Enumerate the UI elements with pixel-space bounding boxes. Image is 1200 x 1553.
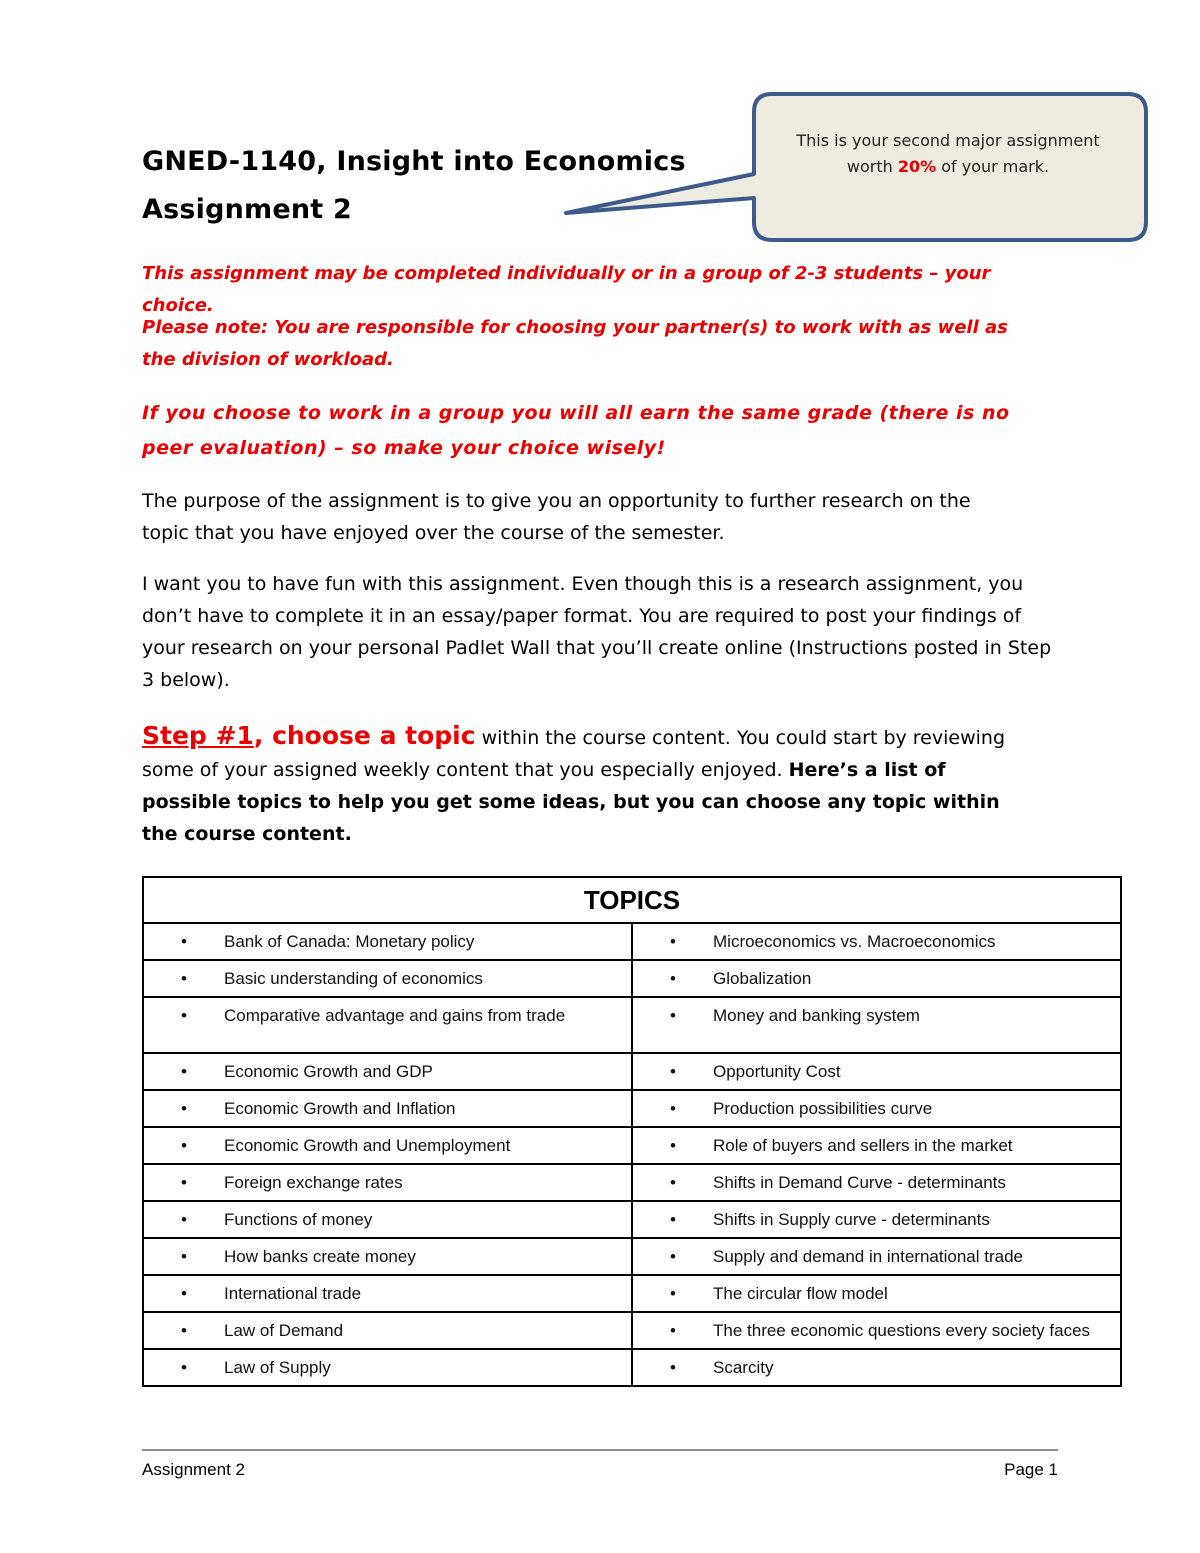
bullet-icon: • [181, 1358, 187, 1377]
bullet-icon: • [181, 1062, 187, 1081]
bullet-icon: • [670, 1210, 676, 1229]
table-cell [632, 1201, 1121, 1238]
group-choice-note: This assignment may be completed individually or in a group of 2-3 students – your choice. [142, 263, 991, 316]
bullet-icon: • [181, 1006, 187, 1025]
step1-bold-text: Here’s a list of possible topics to help you get some ideas, but you can choose any topic within the course content [142, 759, 1000, 845]
callout-percent: 20% [897, 157, 937, 176]
table-cell [143, 1127, 632, 1164]
bullet-icon: • [181, 1321, 187, 1340]
step1-action: choose a topic [263, 721, 476, 750]
fun-paragraph: I want you to have fun with this assignment. Even though this is a research assignment, you don’t have to complete it in an essay/paper format. You are required to post your findings of your research on your personal Padlet Wall that you’ll create online (Instructions posted in Step 3 below). [142, 573, 1052, 691]
topics-body [143, 923, 1121, 1386]
table-cell [143, 1275, 632, 1312]
table-cell [143, 1349, 632, 1386]
table-cell [632, 1238, 1121, 1275]
topic-item: Role of buyers and sellers in the market [713, 1136, 1013, 1155]
topic-item: Scarcity [713, 1358, 774, 1377]
topic-item: Globalization [713, 969, 812, 988]
table-cell [143, 997, 632, 1053]
purpose-paragraph: The purpose of the assignment is to give you an opportunity to further research on the topic that you have enjoyed over the course of the semester. [142, 490, 971, 544]
topic-item: Money and banking system [713, 1006, 920, 1025]
table-cell [632, 1090, 1121, 1127]
bullet-icon: • [181, 932, 187, 951]
table-row [143, 1238, 1121, 1275]
table-row [143, 923, 1121, 960]
footer-left: Assignment 2 [142, 1460, 245, 1479]
topic-item: Economic Growth and Inflation [224, 1099, 456, 1118]
table-row [143, 1275, 1121, 1312]
bullet-icon: • [670, 1006, 676, 1025]
topic-item: Supply and demand in international trade [713, 1247, 1023, 1266]
bullet-icon: • [670, 1358, 676, 1377]
table-cell [143, 1164, 632, 1201]
callout-line2: worth 20% of your mark. [846, 157, 1050, 176]
bullet-icon: • [670, 1321, 676, 1340]
table-cell [632, 960, 1121, 997]
group-warning: If you choose to work in a group you will all earn the same grade (there is no peer evaluation) – so make your choice wisely! [142, 402, 1010, 459]
table-cell [143, 960, 632, 997]
topic-item: Economic Growth and Unemployment [224, 1136, 511, 1155]
bullet-icon: • [181, 1247, 187, 1266]
step1-label: Step #1 [142, 721, 254, 750]
bullet-icon: • [670, 1173, 676, 1192]
bullet-icon: • [670, 1099, 676, 1118]
step1-paragraph: Step #1, choose a topic within the course content. You could start by reviewing some of your assigned weekly content that you especially enjoyed. Here’s a list of possible topics to help you get some ideas, but you can choose any topic within the course content. [142, 721, 1006, 845]
bullet-icon: • [181, 1284, 187, 1303]
table-cell [632, 1275, 1121, 1312]
table-cell [143, 1201, 632, 1238]
table-row [143, 960, 1121, 997]
bullet-icon: • [181, 1210, 187, 1229]
table-row [143, 1201, 1121, 1238]
topic-item: Comparative advantage and gains from trade [224, 1006, 566, 1025]
table-cell [143, 923, 632, 960]
bullet-icon: • [181, 969, 187, 988]
table-cell [632, 1312, 1121, 1349]
course-title: GNED-1140, Insight into Economics [142, 146, 686, 177]
topic-item: International trade [224, 1284, 362, 1303]
topic-item: Shifts in Demand Curve - determinants [713, 1173, 1006, 1192]
bullet-icon: • [670, 932, 676, 951]
table-row [143, 1053, 1121, 1090]
topic-item: Production possibilities curve [713, 1099, 933, 1118]
topic-item: Law of Demand [224, 1321, 344, 1340]
table-cell [632, 1053, 1121, 1090]
table-row [143, 1090, 1121, 1127]
table-row [143, 1349, 1121, 1386]
topic-item: Foreign exchange rates [224, 1173, 403, 1192]
topic-item: Law of Supply [224, 1358, 331, 1377]
topics-table [142, 876, 1122, 1387]
topic-item: The three economic questions every society faces [713, 1321, 1091, 1340]
please-note: Please note: You are responsible for choosing your partner(s) to work with as well as the division of workload. [142, 317, 1008, 370]
topic-item: Opportunity Cost [713, 1062, 841, 1081]
topic-item: Functions of money [224, 1210, 373, 1229]
topic-item: Shifts in Supply curve - determinants [713, 1210, 990, 1229]
bullet-icon: • [670, 1247, 676, 1266]
bullet-icon: • [181, 1173, 187, 1192]
topic-item: Bank of Canada: Monetary policy [224, 932, 475, 951]
topic-item: Basic understanding of economics [224, 969, 483, 988]
table-row [143, 997, 1121, 1053]
table-cell [632, 1349, 1121, 1386]
bullet-icon: • [181, 1136, 187, 1155]
assignment-title: Assignment 2 [142, 194, 353, 225]
table-row [143, 1164, 1121, 1201]
callout-line1: This is your second major assignment [796, 131, 1100, 150]
table-cell [143, 1090, 632, 1127]
topic-item: Economic Growth and GDP [224, 1062, 433, 1081]
bullet-icon: • [670, 1284, 676, 1303]
step1-text: within the course content. You could start by reviewing some of your assigned weekly content that you especially enjoyed. [142, 727, 1006, 781]
topic-item: Microeconomics vs. Macroeconomics [713, 932, 996, 951]
page-number: Page 1 [1004, 1460, 1058, 1479]
table-cell [632, 1164, 1121, 1201]
topics-heading: TOPICS [143, 877, 1121, 923]
table-row [143, 1312, 1121, 1349]
topic-item: How banks create money [224, 1247, 416, 1266]
bullet-icon: • [670, 1062, 676, 1081]
bullet-icon: • [670, 969, 676, 988]
topic-item: The circular flow model [713, 1284, 888, 1303]
footer-divider [142, 1449, 1058, 1451]
table-cell [632, 923, 1121, 960]
bullet-icon: • [670, 1136, 676, 1155]
bullet-icon: • [181, 1099, 187, 1118]
table-cell [143, 1238, 632, 1275]
table-cell [632, 1127, 1121, 1164]
table-cell [632, 997, 1121, 1053]
callout-text [762, 128, 1134, 180]
table-cell [143, 1053, 632, 1090]
table-row [143, 1127, 1121, 1164]
table-cell [143, 1312, 632, 1349]
